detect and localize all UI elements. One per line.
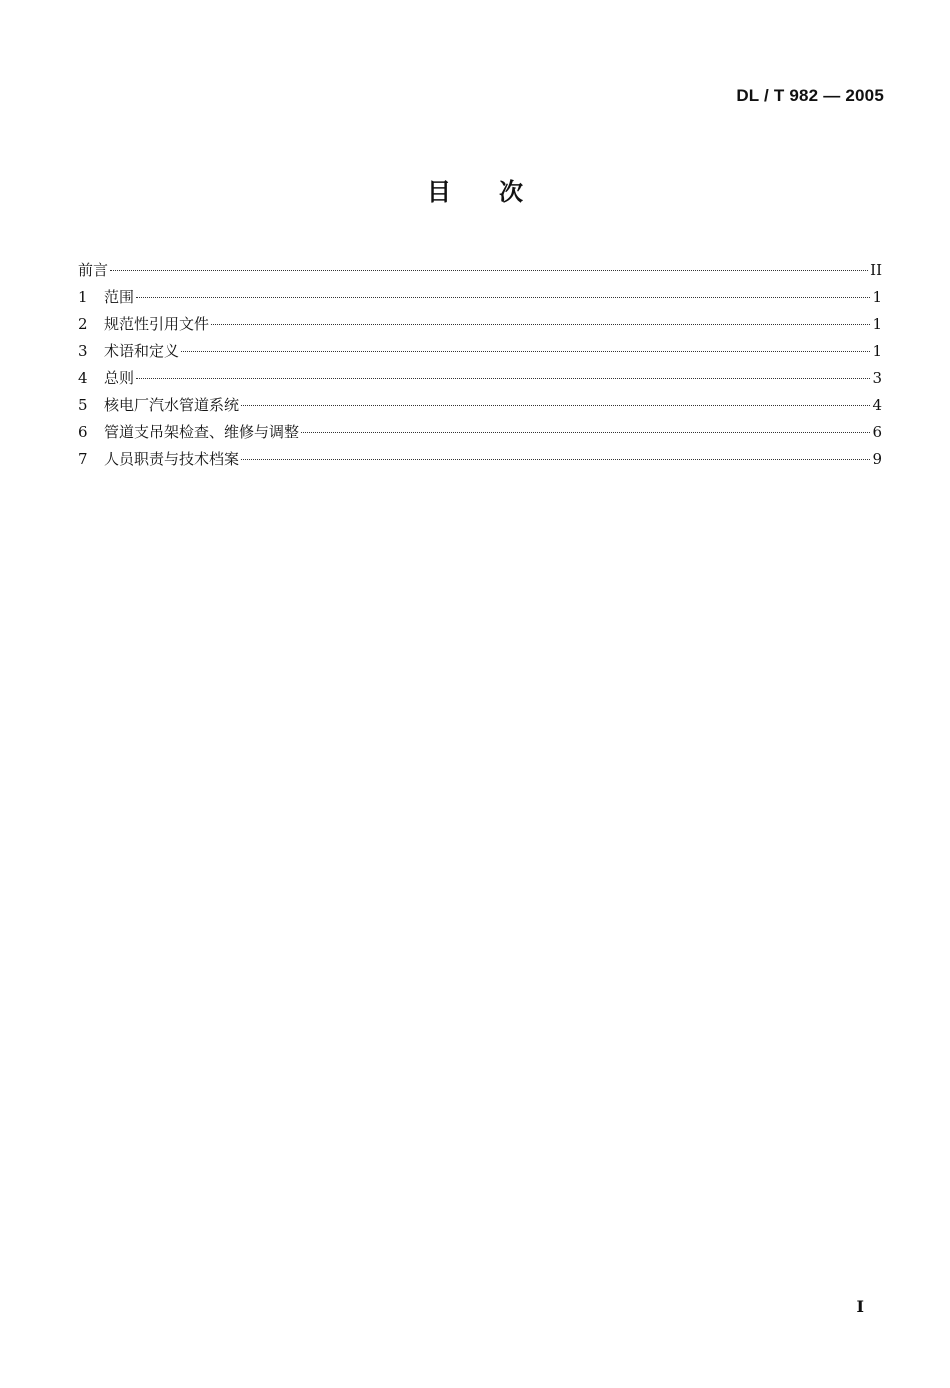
toc-entry-number: 3 [78,342,88,360]
toc-entry-number: 2 [78,315,88,333]
toc-entry-number: 7 [78,450,88,468]
toc-entry-5[interactable] [78,392,882,419]
dot-leader [136,297,870,298]
toc-entry-page: 1 [872,315,882,333]
toc-entry-page: 3 [872,369,882,387]
dot-leader [136,378,870,379]
toc-entry-title: 术语和定义 [104,342,180,360]
toc-entry-title: 管道支吊架检查、维修与调整 [104,423,300,441]
dot-leader [181,351,870,352]
toc-entry-page: 1 [872,288,882,306]
toc-entry-number: 4 [78,369,88,387]
table-of-contents [78,257,882,473]
toc-entry-page: 1 [872,342,882,360]
page-number: I [856,1297,864,1316]
dot-leader [301,432,870,433]
toc-heading: 目次 [427,178,571,206]
dot-leader [241,405,870,406]
toc-entry-7[interactable] [78,446,882,473]
toc-entry-6[interactable] [78,419,882,446]
dot-leader [110,270,868,271]
toc-entry-3[interactable] [78,338,882,365]
toc-entry-title: 前言 [78,261,109,279]
toc-entry-page: 4 [872,396,882,414]
toc-entry-title: 总则 [104,369,135,387]
toc-entry-title: 规范性引用文件 [104,315,210,333]
toc-entry-number: 1 [78,288,88,306]
toc-entry-1[interactable] [78,284,882,311]
toc-entry-4[interactable] [78,365,882,392]
dot-leader [211,324,870,325]
toc-entry-title: 人员职责与技术档案 [104,450,240,468]
toc-entry-page: II [870,261,882,279]
toc-entry-page: 9 [872,450,882,468]
document-code: DL / T 982 — 2005 [736,86,884,105]
toc-entry-number: 6 [78,423,88,441]
toc-entry-title: 核电厂汽水管道系统 [104,396,240,414]
dot-leader [241,459,870,460]
toc-entry-number: 5 [78,396,88,414]
toc-entry-page: 6 [872,423,882,441]
toc-entry-title: 范围 [104,288,135,306]
toc-entry-2[interactable] [78,311,882,338]
toc-entry-foreword[interactable] [78,257,882,284]
